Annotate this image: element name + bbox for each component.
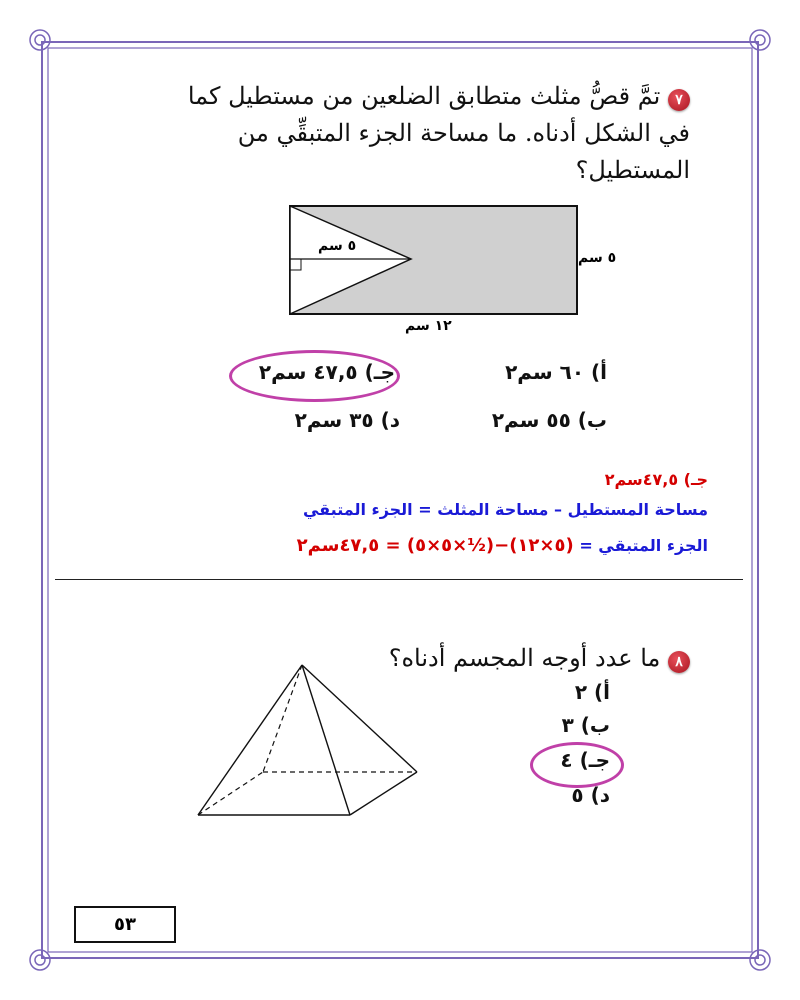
label-rect-length: ١٢ سم	[405, 318, 452, 334]
selected-answer-circle	[530, 742, 624, 788]
calc-label: الجزء المتبقي =	[579, 536, 708, 555]
solution-rule: مساحة المستطيل – مساحة المثلث = الجزء المتبقي	[302, 500, 708, 519]
question-8	[389, 640, 690, 677]
selected-answer-circle	[229, 350, 400, 402]
q8-choice-a[interactable]: أ) ٢	[574, 680, 610, 704]
solution-answer: جـ) ٤٧,٥سم٢	[604, 470, 708, 489]
solution-calc	[297, 535, 708, 556]
q7-choice-d[interactable]: د) ٣٥ سم٢	[294, 408, 400, 432]
q7-choice-a[interactable]: أ) ٦٠ سم٢	[505, 360, 607, 384]
question-7-line-1: ٧ تمَّ قصُّ مثلث متطابق الضلعين من مستطيل كما	[130, 78, 690, 115]
q8-choice-b[interactable]: ب) ٣	[561, 713, 610, 737]
label-inner-height: ٥ سم	[318, 238, 357, 254]
rectangle-triangle-figure	[285, 200, 585, 320]
q7-choice-c[interactable]: جـ) ٤٧,٥ سم٢	[258, 360, 395, 384]
q8-choice-d[interactable]: د) ٥	[571, 783, 610, 807]
section-divider	[55, 579, 743, 580]
q8-choice-c[interactable]: جـ) ٤	[560, 748, 610, 772]
page-number: ٥٣	[74, 906, 176, 943]
question-7-line-3: المستطيل؟	[575, 156, 690, 184]
question-7	[130, 78, 690, 189]
q7-choice-b[interactable]: ب) ٥٥ سم٢	[491, 408, 607, 432]
question-number-badge: ٨	[668, 651, 690, 673]
question-number-badge: ٧	[668, 89, 690, 111]
calc-expression: (٥×١٢)−(½×٥×٥) = ٤٧,٥سم٢	[296, 535, 574, 556]
pyramid-figure	[190, 660, 430, 825]
question-7-line-2: في الشكل أدناه. ما مساحة الجزء المتبقِّي من	[237, 119, 690, 147]
label-rect-height: ٥ سم	[578, 250, 617, 266]
question-8-text: ما عدد أوجه المجسم أدناه؟	[388, 644, 661, 672]
